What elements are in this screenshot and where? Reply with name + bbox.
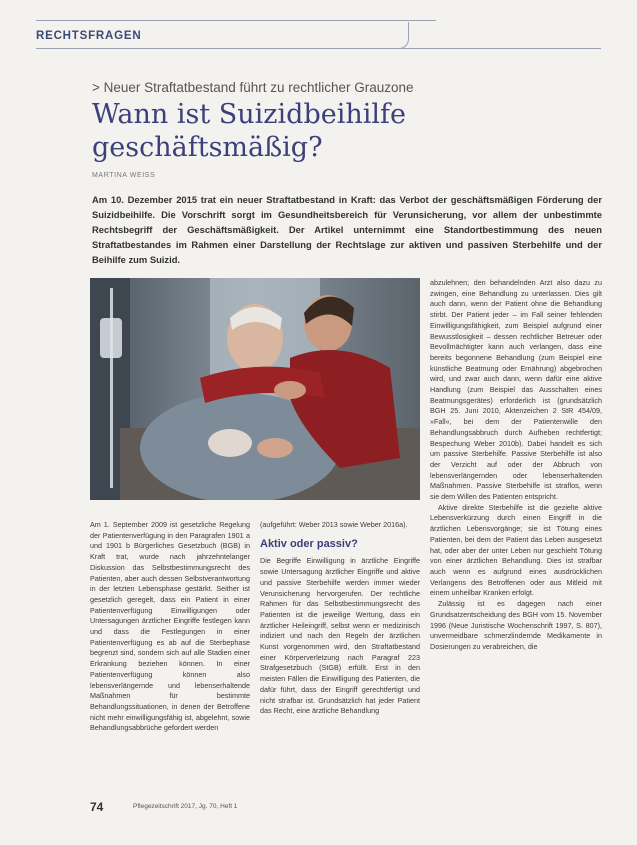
article-title-line-1: Wann ist Suizidbeihilfe bbox=[92, 99, 406, 130]
article-author: MARTINA WEISS bbox=[92, 172, 156, 179]
body-column-left bbox=[90, 520, 250, 782]
article-title bbox=[92, 98, 512, 164]
body-paragraph: Die Begriffe Einwilligung in ärztliche Eingriffe sowie Untersagung ärztlicher Eingriffe und aktive und passive Sterbehilfe werden immer wieder Verunsicherung hervorgerufen. Der rechtliche Rahmen für das Selbstbestimmungsrecht des Patienten ist die jeweilige Wertung, dass ein ärztlicher Heileingriff, selbst wenn er medizinisch indiziert und nach den Regeln der ärztlichen Kunst vorgenommen wird, den Straftatbestand einer Körperverletzung nach Paragraf 223 Strafgesetzbuch (StGB) erfüllt. Erst in den meisten Fällen die Einwilligung des Patienten, die dafür führt, dass der Eingriff gerechtfertigt und nicht strafbar ist. Grundsätzlich hat jeder Patient das Recht, eine ärztliche Behandlung bbox=[260, 556, 420, 716]
body-paragraph: Zulässig ist es dagegen nach einer Grundsatzentscheidung des BGH vom 15. November 1996 (Neue Juristische Wochenschrift 1997, S. 807), unvermeidbare schmerzlindernde Medikamente in Dosierungen zu verabreichen, die bbox=[430, 599, 602, 651]
body-paragraph: Aktive direkte Sterbehilfe ist die gezielte aktive Lebensverkürzung durch einen Eingriff in die ärztlichen Lebensvorgänge; sie ist Tötung eines Patienten, bei dem der Patient das Leben ausgesetzt hat, oder aber der unter Leben nur geschieht Tötung von einer ärztlichen Behandlung. Dies ist strafbar auch wenn es aufgrund eines ausdrücklichen Verlangens des Betroffenen oder aus Mitleid mit einem unheilbar Kranken erfolgt. bbox=[430, 502, 602, 598]
section-label: RECHTSFRAGEN bbox=[36, 30, 142, 42]
photo-illustration bbox=[90, 278, 420, 500]
body-column-middle bbox=[260, 520, 420, 782]
body-paragraph: Am 1. September 2009 ist gesetzliche Regelung der Patientenverfügung in den Paragrafen 1901 a und 1901 b Bürgerliches Gesetzbuch (BGB) in Kraft trat, wurde nach jahrzehntelanger Diskussion das Selbstbestimmungsrecht des Patienten, aber auch dessen Selbstverantwortung in der letzten Lebensphase gestärkt. Seither ist gesetzlich geregelt, dass ein Patient in einer Patientenverfügung Einwilligungen oder Untersagungen ärztlicher Eingriffe festlegen kann und dass die Festlegungen in einer Patientenverfügung es ab auf die Sterbephase begrenzt sind, sondern sich auf alle Stadien einer Erkrankung beziehen können. In einer Patientenverfügung können also lebensverlängernde und lebenserhaltende Maßnahmen für bestimmte Behandlungssituationen, in denen der Betroffene nicht mehr einwilligungsfähig ist, abgelehnt, sowie Behandlungsabbrüche gefordert werden bbox=[90, 520, 250, 733]
body-paragraph: (aufgeführt: Weber 2013 sowie Weber 2016a). bbox=[260, 520, 408, 529]
body-paragraph: abzulehnen; den behandelnden Arzt also dazu zu zwingen, eine Behandlung zu unterlassen. Dies gilt auch dann, wenn der Patient ohne die Behandlung stirbt. Der Patient jeder – im Fall seiner fehlenden Einwilligungsfähigkeit, zum Beispiel aufgrund einer Bewusstlosigkeit – dessen rechtlicher Betreuer oder Bevollmächtigter kann auch verlangen, dass eine bereits begonnene Behandlung (zum Beispiel eine künstliche Beatmung oder Ernährung) abgebrochen wird, und zwar auch dann, wenn dafür eine aktive Handlung (zum Beispiel das Ausschalten eines Beatmungsgerätes) erforderlich ist (grundsätzlich BGH 25. Juni 2010, Aktenzeichen 2 StR 454/09, »Fall«, bei dem der Patientenwille den Behandlungsabbruch durch Aufheben rechtfertigt; Bespechung Weber 2010b). Dabei handelt es sich um passive Sterbehilfe. Passive Sterbehilfe ist also der Verzicht auf oder der Abbruch von lebensverlängernden oder lebenserhaltenden Maßnahmen. Passive Sterbehilfe ist straflos, wenn sie dem Willen des Patienten entspricht. bbox=[430, 278, 602, 502]
article-title-line-2: geschäftsmäßig? bbox=[92, 132, 323, 163]
journal-citation: Pflegezeitschrift 2017, Jg. 70, Heft 1 bbox=[133, 803, 238, 810]
article-kicker: > Neuer Straftatbestand führt zu rechtlicher Grauzone bbox=[92, 80, 414, 95]
article-photo bbox=[90, 278, 420, 500]
header-rule-bottom bbox=[36, 48, 601, 49]
page-number: 74 bbox=[90, 800, 104, 814]
body-column-right bbox=[430, 278, 602, 782]
section-heading: Aktiv oder passiv? bbox=[260, 537, 358, 550]
article-lead: Am 10. Dezember 2015 trat ein neuer Straftatbestand in Kraft: das Verbot der geschäftsmäßigen Förderung der Suizidbeihilfe. Die Vorschrift sorgt im Gesundheitsbereich für Verunsicherung, vor allem der unbestimmte Rechtsbegriff der Geschäftsmäßigkeit. Der Artikel unternimmt eine Standortbestimmung des neuen Straftatbestandes im Rahmen einer Darstellung der Rechtslage zur aktiven und passiven Sterbehilfe und der Beihilfe zum Suizid. bbox=[92, 194, 602, 265]
header-rule-top bbox=[36, 20, 436, 21]
